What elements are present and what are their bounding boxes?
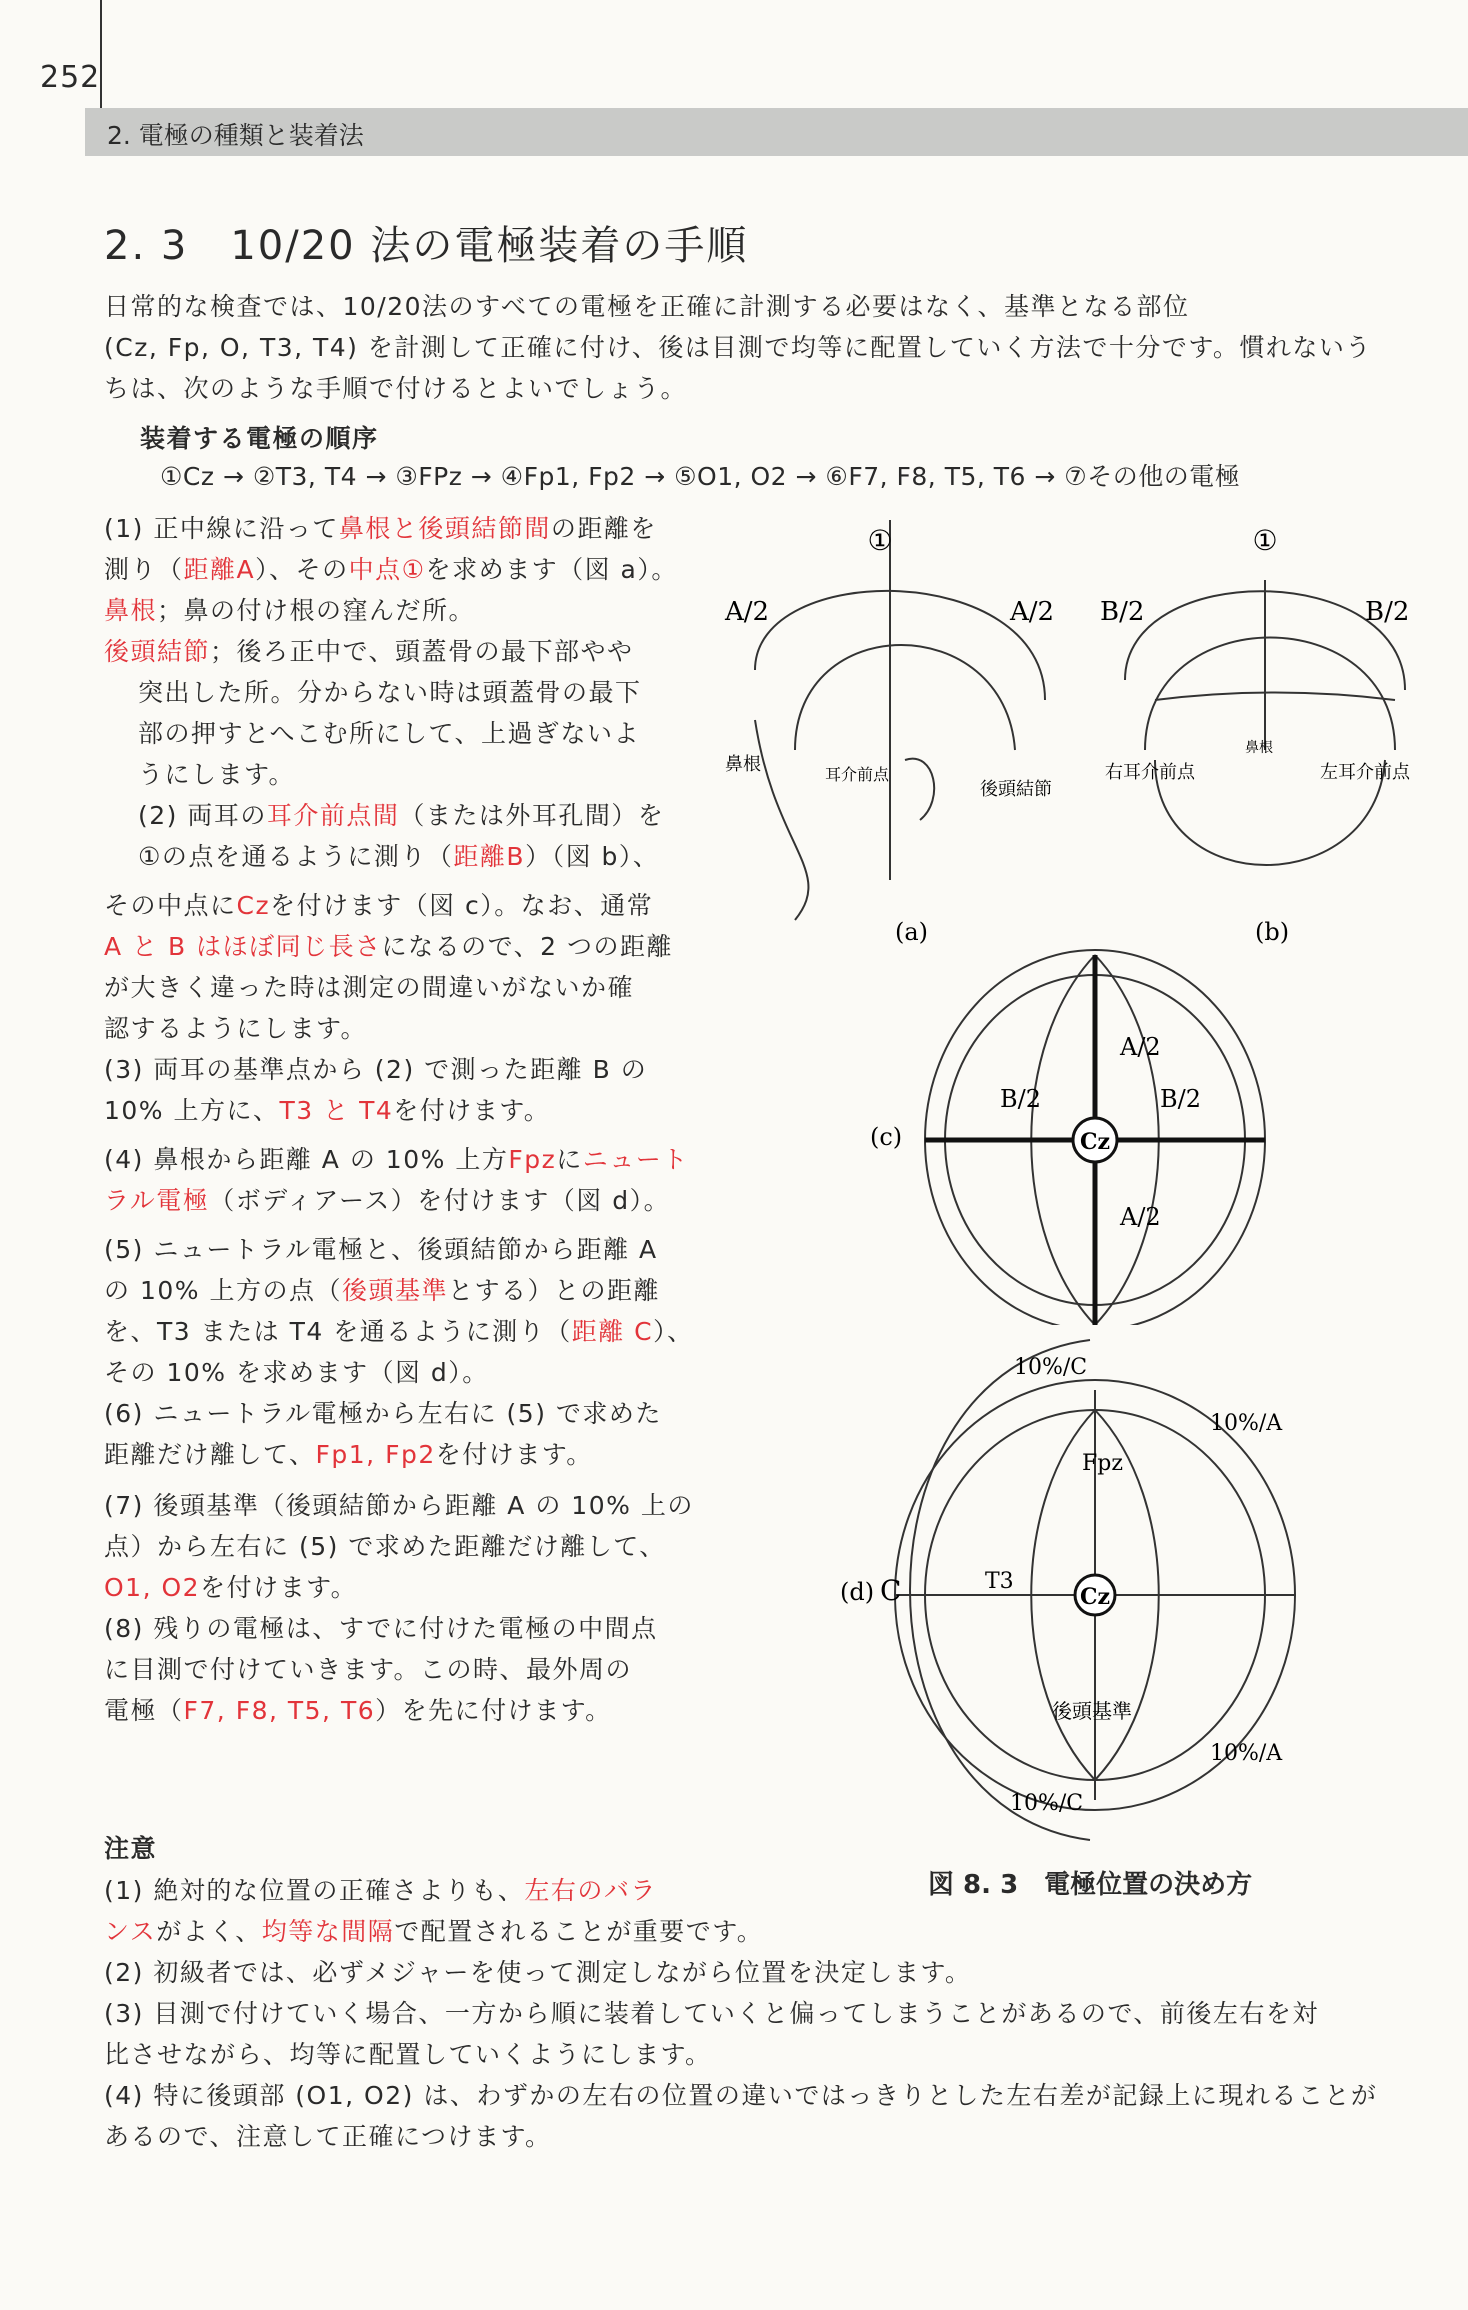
text: T3 と T4 — [279, 1096, 394, 1125]
text: 距離A — [183, 555, 256, 584]
label-10c-top: 10%/C — [1014, 1355, 1088, 1380]
note-line: (4) 特に後頭部 (O1, O2) は、わずかの左右の位置の違いではっきりとした左右差が記録上に現れることが — [104, 2081, 1378, 2110]
intro-line: ちは、次のような手順で付けるとよいでしょう。 — [104, 374, 688, 403]
label-cz-d: Cz — [1079, 1584, 1111, 1610]
step-1-line — [104, 590, 704, 631]
text: 測り（ — [104, 555, 184, 584]
step-3-line — [104, 1090, 704, 1131]
text: とする）との距離 — [447, 1276, 660, 1305]
label-fig-a: (a) — [895, 918, 929, 946]
text: ①の点を通るように測り（ — [138, 842, 454, 871]
label-b-half-right-c: B/2 — [1160, 1085, 1201, 1113]
text: （または外耳孔間）を — [399, 801, 665, 830]
section-title: 2. 3 10/20 法の電極装着の手順 — [104, 223, 749, 269]
step-6-line — [104, 1434, 704, 1475]
text: その中点に — [104, 891, 237, 920]
text: 鼻根 — [104, 596, 158, 625]
step-7-line: 点）から左右に (5) で求めた距離だけ離して、 — [104, 1532, 666, 1561]
text: (2) 両耳の — [138, 801, 267, 830]
note-line — [104, 1911, 1444, 1952]
label-fig-c: (c) — [870, 1123, 903, 1151]
step-2-line — [104, 836, 704, 877]
text: を付けます。 — [435, 1440, 593, 1469]
text: 距離B — [453, 842, 526, 871]
text: 後頭結節 — [104, 637, 211, 666]
note-heading: 注意 — [104, 1834, 158, 1863]
order-heading: 装着する電極の順序 — [140, 424, 379, 453]
text: ）を先に付けます。 — [375, 1696, 612, 1725]
step-2-line — [104, 926, 704, 967]
label-nasion-a: 鼻根 — [725, 754, 761, 775]
label-a-half-top: A/2 — [1120, 1033, 1161, 1061]
step-4-line — [104, 1139, 704, 1180]
step-2-line — [104, 885, 704, 926]
text: ラル電極 — [104, 1186, 210, 1215]
text: を付けます（図 c）。なお、通常 — [270, 891, 654, 920]
cap-line-b — [1155, 693, 1395, 701]
label-inion: 後頭結節 — [980, 779, 1052, 800]
step-4-line — [104, 1180, 704, 1221]
chapter-title: 2. 電極の種類と装着法 — [107, 121, 364, 150]
text: A と B はほぼ同じ長さ — [104, 932, 382, 961]
chapter-bar — [85, 108, 1468, 156]
text: を、T3 または T4 を通るように測り（ — [104, 1317, 572, 1346]
text: Fp1, Fp2 — [315, 1440, 436, 1469]
figure-ab — [715, 520, 1435, 960]
text: 均等な間隔 — [261, 1917, 395, 1946]
step-6-line: (6) ニュートラル電極から左右に (5) で求めた — [104, 1399, 662, 1428]
scalp-curve-b — [1145, 638, 1395, 751]
note-line: あるので、注意して正確につけます。 — [104, 2122, 552, 2151]
label-occipital-reference: 後頭基準 — [1052, 1699, 1132, 1723]
text: 中点① — [348, 555, 426, 584]
step-8-line: (8) 残りの電極は、すでに付けた電極の中間点 — [104, 1614, 658, 1643]
text: Fpz — [508, 1145, 557, 1174]
step-1-line: 部の押すとへこむ所にして、上過ぎないよ — [138, 719, 641, 748]
text: の距離を — [550, 514, 657, 543]
text: O1, O2 — [104, 1573, 201, 1602]
step-7-line: (7) 後頭基準（後頭結節から距離 A の 10% 上の — [104, 1491, 694, 1520]
face-profile — [755, 720, 808, 920]
label-nasion-b: 鼻根 — [1245, 740, 1273, 756]
note-line: (3) 目測で付けていく場合、一方から順に装着していくと偏ってしまうことがあるので、前後左右を対 — [104, 1999, 1319, 2028]
label-a-half-bottom: A/2 — [1120, 1203, 1161, 1231]
text: (1) 正中線に沿って — [104, 514, 339, 543]
text: 後頭基準 — [341, 1276, 448, 1305]
label-b-half-left-c: B/2 — [1000, 1085, 1041, 1113]
text: ；鼻の付け根の窪んだ所。 — [157, 596, 476, 625]
text: Cz — [236, 891, 271, 920]
intro-line: 日常的な検査では、10/20法のすべての電極を正確に計測する必要はなく、基準となる部位 — [104, 292, 1190, 321]
text: 鼻根と後頭結節間 — [338, 514, 551, 543]
step-1-line — [104, 508, 704, 549]
label-t3: T3 — [985, 1569, 1014, 1594]
text: がよく、 — [156, 1917, 262, 1946]
step-1-line — [104, 631, 704, 672]
note-line: 比させながら、均等に配置していくようにします。 — [104, 2040, 712, 2069]
step-1-line: うにします。 — [138, 760, 296, 789]
figure-caption: 図 8. 3 電極位置の決め方 — [928, 1870, 1253, 1900]
note-block — [104, 1870, 1444, 2157]
steps-block — [104, 508, 704, 1731]
text: 距離 C — [571, 1317, 654, 1346]
text: ンス — [104, 1917, 157, 1946]
label-fpz: Fpz — [1082, 1451, 1123, 1476]
step-5-line — [104, 1311, 704, 1352]
label-cz-c: Cz — [1079, 1129, 1111, 1155]
step-1-line — [104, 549, 704, 590]
text: 距離だけ離して、 — [104, 1440, 316, 1469]
text: になるので、2 つの距離 — [381, 932, 673, 961]
figure-c — [820, 925, 1280, 1325]
text: の 10% 上方の点（ — [104, 1276, 342, 1305]
figure-d — [770, 1330, 1330, 1850]
text: 10% 上方に、 — [104, 1096, 280, 1125]
step-5-line — [104, 1270, 704, 1311]
label-a-half-left: A/2 — [725, 597, 770, 627]
text: (4) 鼻根から距離 A の 10% 上方 — [104, 1145, 509, 1174]
label-a-half-right: A/2 — [1010, 597, 1055, 627]
text: を付けます。 — [393, 1096, 551, 1125]
text: ）、 — [653, 1317, 694, 1346]
label-preauricular-a: 耳介前点 — [825, 765, 890, 784]
label-right-preauricular: 右耳介前点 — [1105, 762, 1195, 783]
text: ）（図 b）、 — [525, 842, 660, 871]
intro-line: (Cz, Fp, O, T3, T4) を計測して正確に付け、後は目測で均等に配置していく方法で十分です。慣れないう — [104, 333, 1372, 362]
header-rule — [100, 0, 102, 110]
intro-paragraph — [104, 286, 1434, 409]
text: F7, F8, T5, T6 — [183, 1696, 376, 1725]
step-8-line: に目測で付けていきます。この時、最外周の — [104, 1655, 633, 1684]
text: ；後ろ正中で、頭蓋骨の最下部やや — [210, 637, 634, 666]
label-fig-b: (b) — [1255, 918, 1290, 946]
label-fig-d: (d) — [840, 1578, 875, 1606]
order-line: ①Cz → ②T3, T4 → ③FPz → ④Fp1, Fp2 → ⑤O1, O2 → ⑥F7, F8, T5, T6 → ⑦その他の電極 — [160, 462, 1241, 491]
step-2-line: 認するようにします。 — [104, 1014, 368, 1043]
step-2-line: が大きく違った時は測定の間違いがないか確 — [104, 973, 635, 1002]
text: に — [556, 1145, 583, 1174]
scalp-curve-a — [795, 645, 1015, 750]
marker-1-a: ① — [867, 524, 893, 557]
step-5-line: その 10% を求めます（図 d）。 — [104, 1358, 489, 1387]
note-line: (2) 初級者では、必ずメジャーを使って測定しながら位置を決定します。 — [104, 1958, 972, 1987]
label-10c-bottom: 10%/C — [1010, 1791, 1084, 1816]
step-3-line: (3) 両耳の基準点から (2) で測った距離 B の — [104, 1055, 648, 1084]
step-8-line — [104, 1690, 704, 1731]
text: 左右のバラ — [524, 1876, 657, 1905]
step-2-line — [104, 795, 704, 836]
step-7-line — [104, 1567, 704, 1608]
label-b-half-left: B/2 — [1100, 597, 1145, 627]
page-number: 252 — [40, 60, 101, 95]
label-b-half-right: B/2 — [1365, 597, 1410, 627]
text: 電極（ — [104, 1696, 184, 1725]
text: ）、その — [255, 555, 349, 584]
step-5-line: (5) ニュートラル電極と、後頭結節から距離 A — [104, 1235, 658, 1264]
text: を求めます（図 a）。 — [425, 555, 678, 584]
marker-1-b: ① — [1252, 524, 1278, 557]
label-left-preauricular: 左耳介前点 — [1320, 762, 1410, 783]
text: (1) 絶対的な位置の正確さよりも、 — [104, 1876, 525, 1905]
text: を付けます。 — [200, 1573, 358, 1602]
text: 耳介前点間 — [266, 801, 400, 830]
text: で配置されることが重要です。 — [394, 1917, 764, 1946]
label-distance-c: C — [880, 1574, 902, 1607]
text: ニュート — [582, 1145, 689, 1174]
ear-icon — [905, 759, 934, 820]
text: （ボディアース）を付けます（図 d）。 — [209, 1186, 671, 1215]
label-10a-bottom: 10%/A — [1210, 1741, 1283, 1766]
label-10a-top: 10%/A — [1210, 1411, 1283, 1436]
step-1-line: 突出した所。分からない時は頭蓋骨の最下 — [138, 678, 642, 707]
